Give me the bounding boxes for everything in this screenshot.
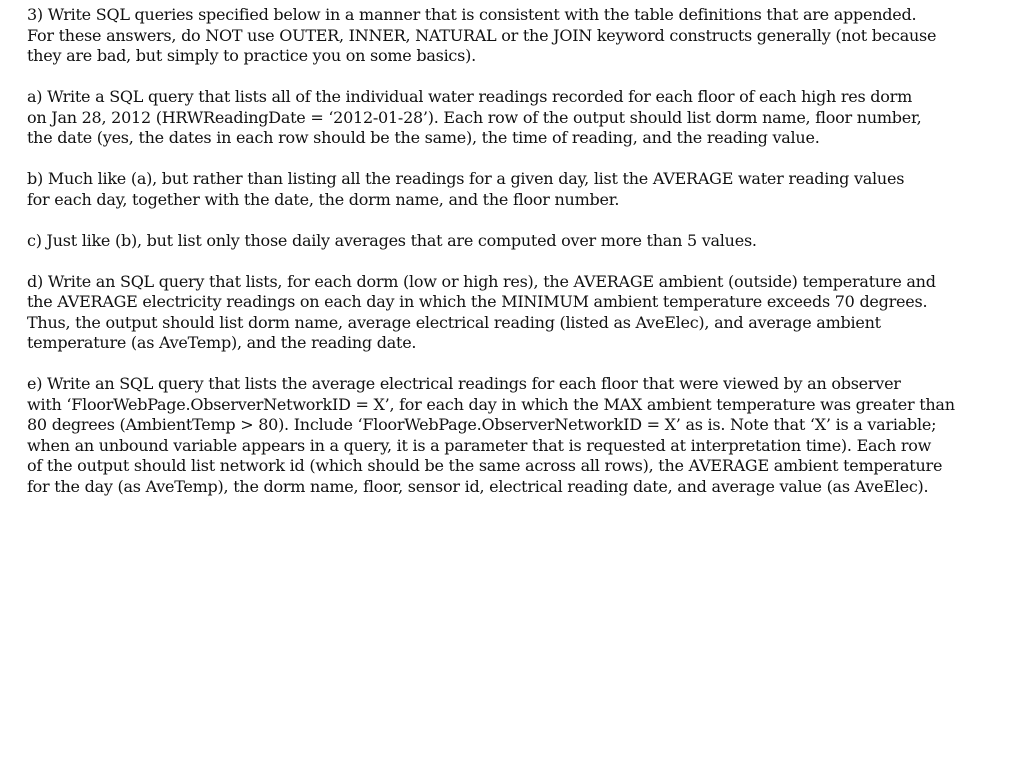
part-a-paragraph <box>27 87 1012 149</box>
text-line: the date (yes, the dates in each row should be the same), the time of reading, and the reading value. <box>27 128 820 147</box>
part-e-paragraph <box>27 374 1012 497</box>
text-line: they are bad, but simply to practice you on some basics). <box>27 46 476 65</box>
text-line: when an unbound variable appears in a query, it is a parameter that is requested at interpretation time). Each row <box>27 435 932 455</box>
text-line: for each day, together with the date, the dorm name, and the floor number. <box>27 189 620 209</box>
text-line: on Jan 28, 2012 (HRWReadingDate = ‘2012-01-28’). Each row of the output should list dorm name, floor number, <box>27 107 922 127</box>
document-body <box>27 5 1012 518</box>
part-c-paragraph <box>27 231 1012 252</box>
text-line: c) Just like (b), but list only those daily averages that are computed over more than 5 values. <box>27 230 757 250</box>
text-line: b) Much like (a), but rather than listing all the readings for a given day, list the AVERAGE water reading values <box>27 169 905 188</box>
part-d-paragraph <box>27 272 1012 354</box>
part-b-paragraph <box>27 169 1012 210</box>
intro-paragraph <box>27 5 1012 67</box>
text-line: e) Write an SQL query that lists the average electrical readings for each floor that were viewed by an observer <box>27 374 901 393</box>
text-line: for the day (as AveTemp), the dorm name, floor, sensor id, electrical reading date, and average value (as AveElec). <box>27 476 929 496</box>
text-line: Thus, the output should list dorm name, average electrical reading (listed as AveElec), and average ambient <box>27 312 881 332</box>
text-line: with ‘FloorWebPage.ObserverNetworkID = X’, for each day in which the MAX ambient temperature was greater than <box>27 394 955 414</box>
text-line: of the output should list network id (which should be the same across all rows), the AVERAGE ambient temperature <box>27 456 943 475</box>
text-line: d) Write an SQL query that lists, for each dorm (low or high res), the AVERAGE ambient (outside) temperature and <box>27 271 936 291</box>
text-line: For these answers, do NOT use OUTER, INNER, NATURAL or the JOIN keyword constructs generally (not because <box>27 25 937 45</box>
text-line: 3) Write SQL queries specified below in a manner that is consistent with the table definitions that are appended. <box>27 5 917 24</box>
text-line: a) Write a SQL query that lists all of the individual water readings recorded for each floor of each high res dorm <box>27 87 912 106</box>
text-line: temperature (as AveTemp), and the reading date. <box>27 333 417 352</box>
text-line: the AVERAGE electricity readings on each day in which the MINIMUM ambient temperature exceeds 70 degrees. <box>27 292 928 311</box>
text-line: 80 degrees (AmbientTemp > 80). Include ‘FloorWebPage.ObserverNetworkID = X’ as is. Note that ‘X’ is a variable; <box>27 415 937 434</box>
